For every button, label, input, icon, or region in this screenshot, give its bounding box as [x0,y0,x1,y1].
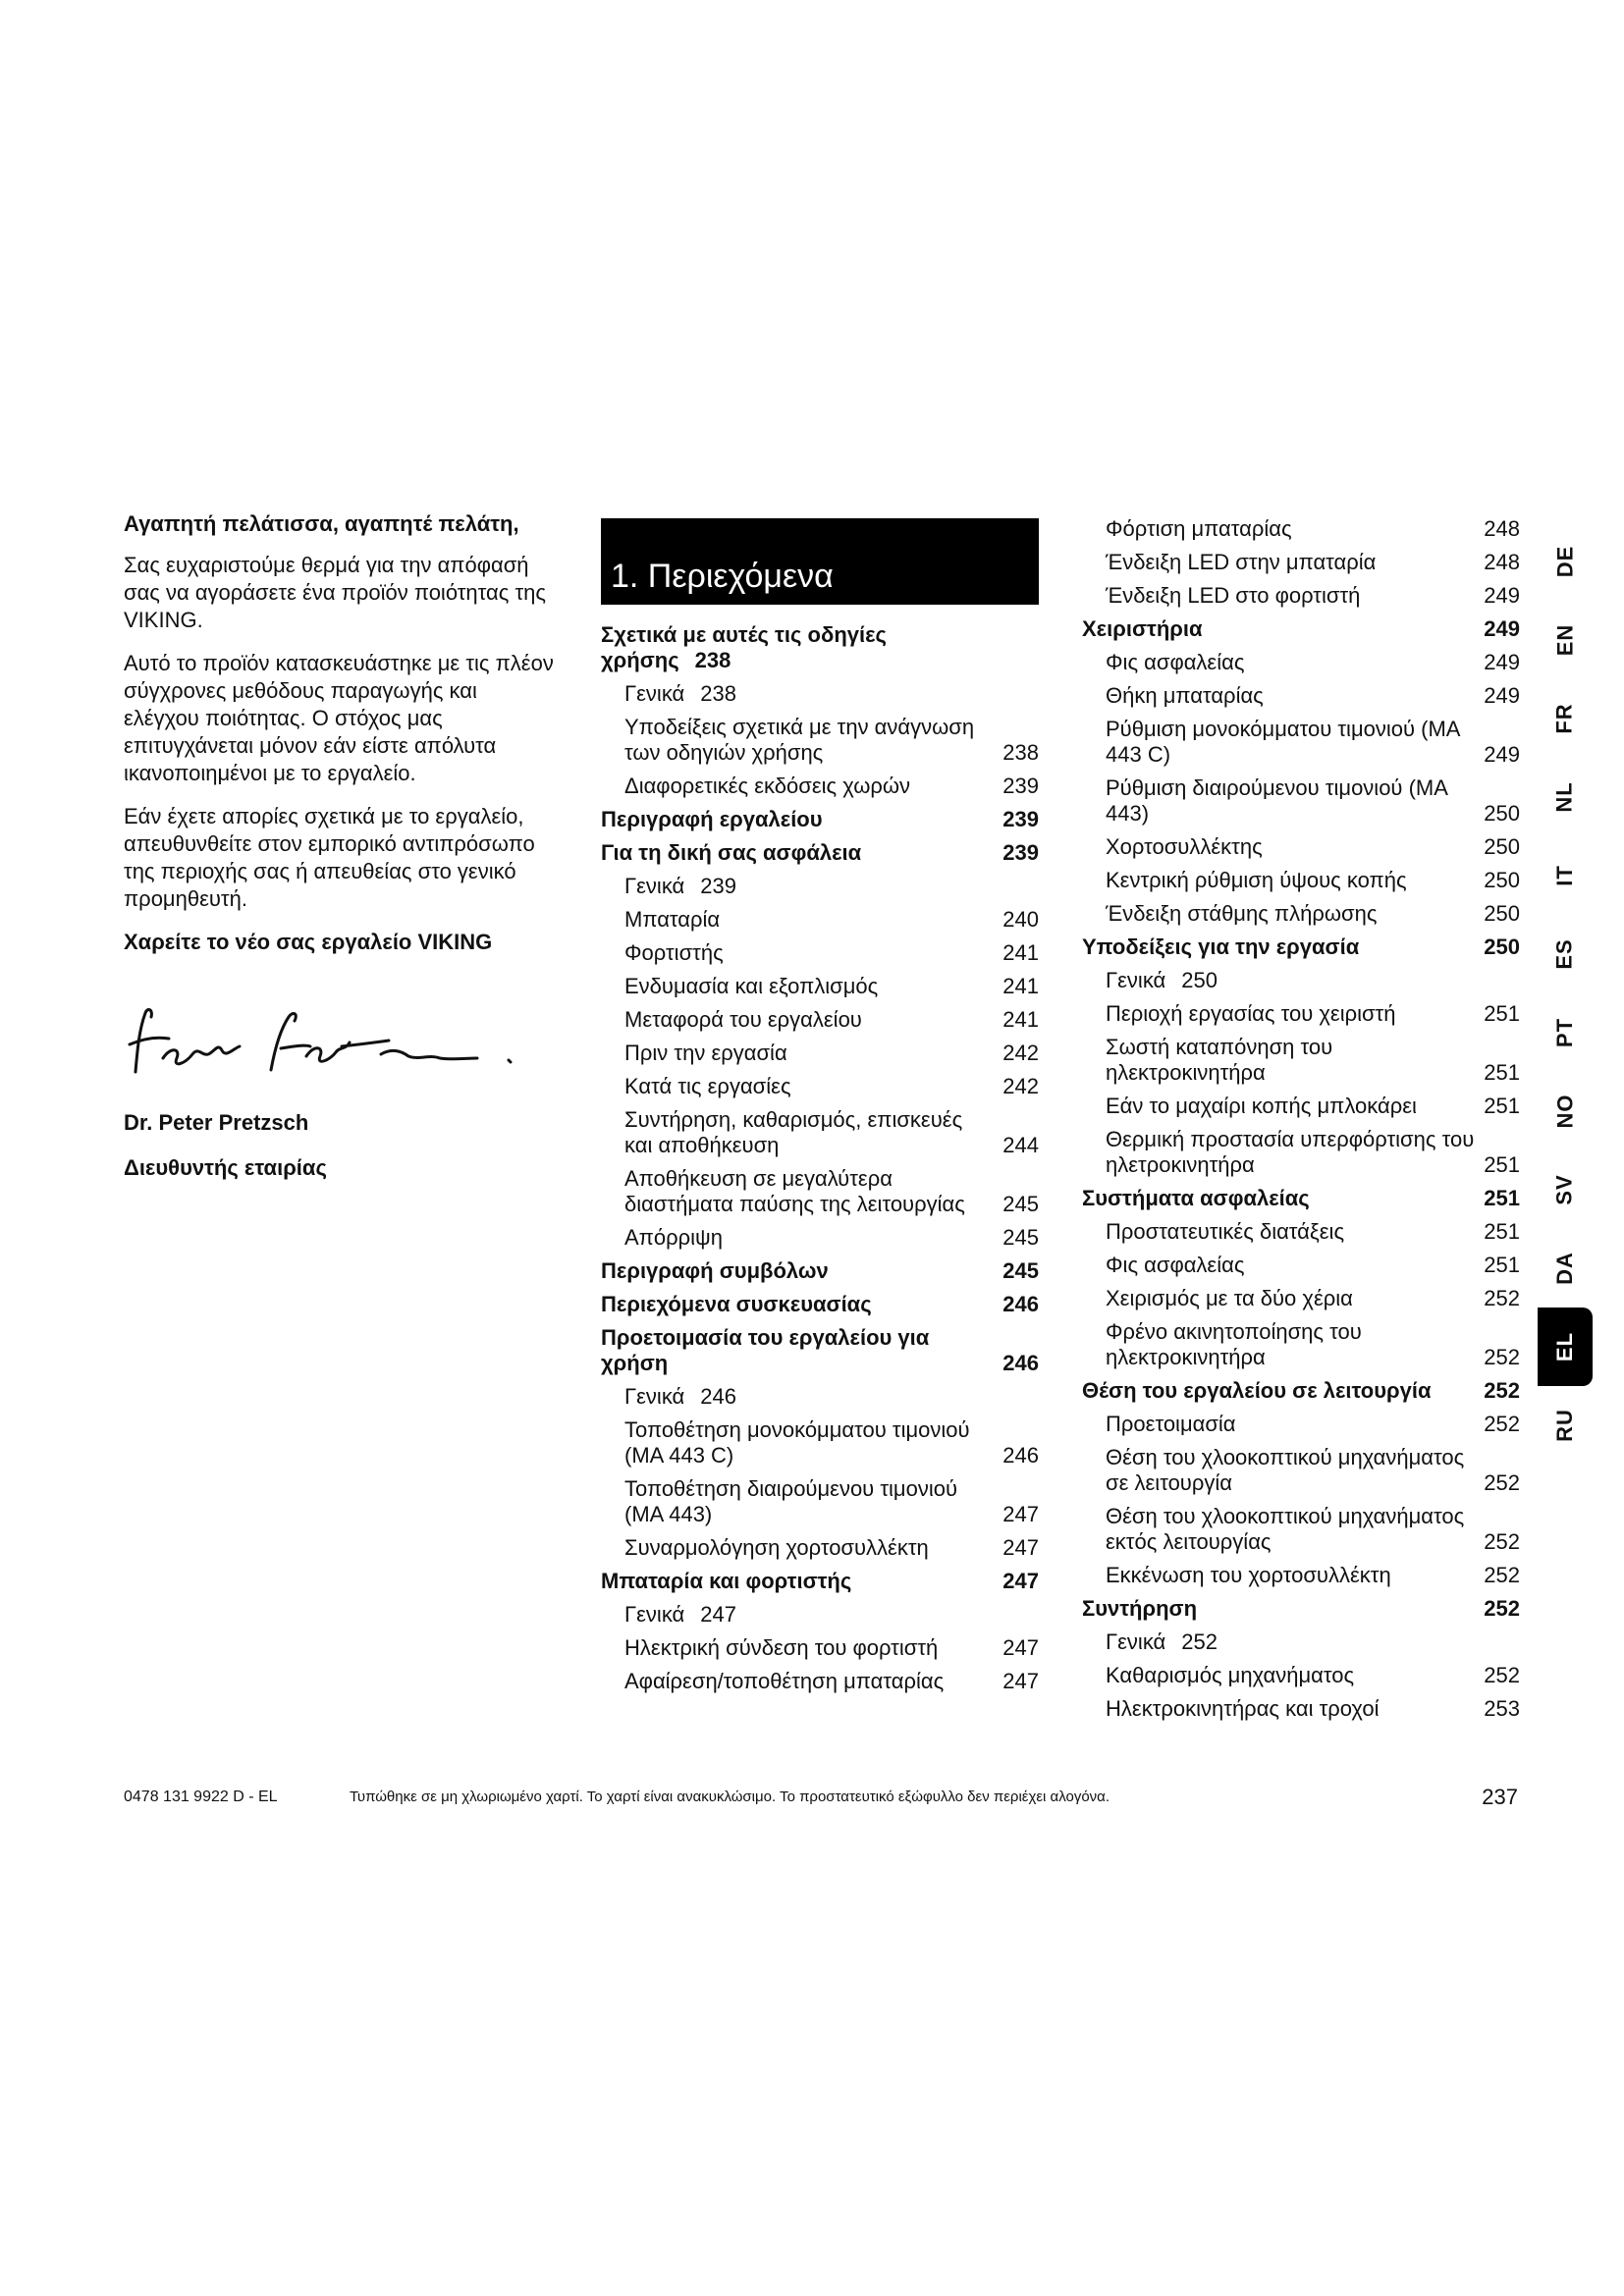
toc-subsection[interactable] [601,1041,1039,1066]
toc-section[interactable] [1082,1596,1520,1622]
toc-subsection[interactable] [1082,717,1520,768]
language-tab-label: ES [1551,938,1577,970]
toc-subsection[interactable] [1082,516,1520,542]
toc-subsection[interactable] [1082,1663,1520,1688]
toc-subsection[interactable] [1082,1629,1520,1655]
toc-entry-page: 252 [1484,1529,1520,1554]
toc-entry-page: 250 [1484,868,1520,892]
toc-subsection[interactable] [1082,1127,1520,1178]
toc-entry-text: Θερμική προστασία υπερφόρτισης του ηλετροκινητήρα [1106,1127,1475,1177]
letter-paragraph: Σας ευχαριστούμε θερμά για την απόφασή σας να αγοράσετε ένα προϊόν ποιότητας της VIKING. [124,553,547,632]
toc-entry-title [601,1669,996,1694]
toc-subsection[interactable] [1082,834,1520,860]
toc-entry-title [1082,550,1477,575]
toc-entry-text: Περιεχόμενα συσκευασίας [601,1292,872,1316]
language-tab-label: DE [1552,545,1577,578]
toc-entry-page: 248 [1484,516,1520,541]
toc-entry-text: Αφαίρεση/τοποθέτηση μπαταρίας [624,1669,945,1693]
language-tab-label: EL [1552,1331,1577,1362]
toc-subsection[interactable] [1082,1001,1520,1027]
toc-entry-page: 245 [1002,1258,1039,1283]
toc-section[interactable] [601,807,1039,832]
language-tab-label: SV [1551,1174,1577,1205]
toc-subsection[interactable] [601,1669,1039,1694]
toc-subsection[interactable] [601,907,1039,933]
toc-entry-page: 247 [1002,1669,1039,1693]
toc-entry-text: Θέση του χλοοκοπτικού μηχανήματος εκτός λειτουργίας [1106,1504,1465,1554]
toc-entry-page: 252 [1484,1663,1520,1687]
toc-entry-title [1082,1001,1477,1027]
toc-entry-text: Φορτιστής [624,940,724,965]
toc-entry-page: 247 [1002,1635,1039,1660]
toc-subsection[interactable] [601,1476,1039,1527]
language-tab-label: NO [1552,1094,1577,1129]
toc-entry-page: 250 [1484,834,1520,859]
language-tab-label: EN [1552,623,1577,657]
toc-subsection[interactable] [1082,1412,1520,1437]
toc-entry-page: 249 [1484,650,1520,674]
toc-entry-title [1082,1035,1477,1086]
toc-entry-page: 245 [1002,1225,1039,1250]
toc-entry-text: Αποθήκευση σε μεγαλύτερα διαστήματα παύσης της λειτουργίας [624,1166,965,1216]
toc-subsection[interactable] [1082,683,1520,709]
language-tab-sv[interactable] [1538,1150,1593,1229]
toc-subsection[interactable] [601,940,1039,966]
toc-entry-title [1082,1127,1477,1178]
toc-entry-title [1082,1504,1477,1555]
language-tab-label: RU [1552,1409,1577,1442]
letter-closing: Χαρείτε το νέο σας εργαλείο VIKING [124,930,493,954]
toc-subsection[interactable] [1082,1504,1520,1555]
toc-entry-page: 238 [1002,740,1039,765]
toc-subsection[interactable] [601,1107,1039,1158]
signature-image [124,999,556,1088]
toc-entry-text: Απόρριψη [624,1225,723,1250]
toc-entry-page: 239 [1002,840,1039,865]
toc-entry-title [601,1041,996,1066]
toc-entry-page: 251 [1484,1219,1520,1244]
toc-entry-page: 244 [1002,1133,1039,1157]
toc-entry-text: Μπαταρία και φορτιστής [601,1569,852,1593]
toc-entry-page: 251 [1484,1001,1520,1026]
toc-section[interactable] [601,1258,1039,1284]
toc-section[interactable] [1082,616,1520,642]
toc-subsection[interactable] [1082,1319,1520,1370]
language-tabs [1538,522,1593,1465]
language-tab-it[interactable] [1538,836,1593,915]
toc-subsection[interactable] [601,1007,1039,1033]
toc-entry-page: 239 [1002,807,1039,831]
toc-entry-title [1082,834,1477,860]
letter-column [124,510,556,1200]
toc-entry-title [1082,1319,1477,1370]
toc-column-1 [601,622,1039,1702]
language-tab-nl[interactable] [1538,758,1593,836]
toc-entry-title [601,1535,996,1561]
toc-entry-title [1082,1286,1477,1311]
language-tab-de[interactable] [1538,522,1593,601]
toc-entry-text: Περιγραφή εργαλείου [601,807,823,831]
toc-subsection[interactable] [601,774,1039,799]
toc-entry-text: Ηλεκτρική σύνδεση του φορτιστή [624,1635,939,1660]
toc-entry-text: Ένδειξη LED στην μπαταρία [1106,550,1377,574]
toc-entry-text: Κεντρική ρύθμιση ύψους κοπής [1106,868,1407,892]
toc-entry-title [601,1258,996,1284]
toc-entry-title [1082,934,1477,960]
toc-subsection[interactable] [601,1417,1039,1468]
toc-entry-text: Γενικά [1106,1629,1166,1654]
toc-section[interactable] [601,1292,1039,1317]
toc-entry-text: Κατά τις εργασίες [624,1074,791,1098]
toc-entry-page: 247 [1002,1502,1039,1526]
toc-entry-title [1082,683,1477,709]
toc-entry-page: 253 [1484,1696,1520,1721]
toc-subsection[interactable] [1082,550,1520,575]
toc-entry-title [1082,1186,1477,1211]
toc-entry-text: Φόρτιση μπαταρίας [1106,516,1292,541]
toc-entry-title [601,1107,996,1158]
toc-entry-text: Εάν το μαχαίρι κοπής μπλοκάρει [1106,1094,1417,1118]
toc-entry-title [1082,1412,1477,1437]
page-number: 237 [1482,1785,1518,1809]
toc-entry-text: Προστατευτικές διατάξεις [1106,1219,1345,1244]
toc-entry-page: 245 [1002,1192,1039,1216]
toc-entry-title [601,1417,996,1468]
toc-column-2 [1082,516,1520,1730]
toc-entry-text: Πριν την εργασία [624,1041,787,1065]
toc-entry-title [601,681,996,707]
toc-entry-page: 250 [1484,901,1520,926]
toc-entry-title [601,1166,996,1217]
toc-entry-page: 241 [1002,940,1039,965]
toc-subsection[interactable] [601,874,1039,899]
toc-entry-page: 250 [1181,968,1218,992]
toc-subsection[interactable] [1082,583,1520,609]
toc-entry-page: 246 [1002,1292,1039,1316]
toc-entry-text: Για τη δική σας ασφάλεια [601,840,862,865]
toc-entry-title [601,622,996,673]
toc-entry-title [1082,1696,1477,1722]
toc-title-bar [601,518,1039,605]
toc-entry-page: 247 [1002,1535,1039,1560]
toc-entry-page: 249 [1484,616,1520,641]
toc-entry-page: 246 [1002,1443,1039,1468]
language-tab-label: NL [1551,781,1577,813]
toc-entry-page: 242 [1002,1074,1039,1098]
toc-subsection[interactable] [1082,1035,1520,1086]
language-tab-pt[interactable] [1538,993,1593,1072]
toc-entry-text: Χειριστήρια [1082,616,1203,641]
toc-entry-title [1082,616,1477,642]
toc-entry-title [1082,1663,1477,1688]
toc-entry-title [601,715,996,766]
toc-entry-title [1082,1219,1477,1245]
toc-entry-title [1082,968,1477,993]
toc-entry-title [601,1225,996,1251]
toc-entry-text: Γενικά [624,874,685,898]
toc-entry-title [1082,583,1477,609]
document-code: 0478 131 9922 D - EL [124,1789,278,1805]
toc-entry-page: 247 [700,1602,736,1627]
toc-entry-title [1082,1378,1477,1404]
toc-subsection[interactable] [601,1635,1039,1661]
toc-entry-title [601,807,996,832]
toc-subsection[interactable] [601,1384,1039,1410]
toc-entry-text: Συστήματα ασφαλείας [1082,1186,1310,1210]
toc-entry-text: Διαφορετικές εκδόσεις χωρών [624,774,911,798]
toc-entry-text: Ρύθμιση διαιρούμενου τιμονιού (MA 443) [1106,775,1447,826]
letter-greeting: Αγαπητή πελάτισσα, αγαπητέ πελάτη, [124,511,519,536]
toc-entry-page: 248 [1484,550,1520,574]
toc-entry-title [601,1325,996,1376]
toc-entry-text: Τοποθέτηση διαιρούμενου τιμονιού (MA 443) [624,1476,957,1526]
toc-entry-text: Συναρμολόγηση χορτοσυλλέκτη [624,1535,929,1560]
toc-entry-page: 241 [1002,974,1039,998]
toc-subsection[interactable] [1082,775,1520,827]
toc-subsection[interactable] [1082,868,1520,893]
toc-entry-title [1082,1596,1477,1622]
toc-entry-text: Θήκη μπαταρίας [1106,683,1264,708]
language-tab-label: FR [1551,703,1577,734]
toc-entry-page: 246 [700,1384,736,1409]
toc-entry-text: Ενδυμασία και εξοπλισμός [624,974,879,998]
toc-entry-title [601,1074,996,1099]
toc-subsection[interactable] [601,1225,1039,1251]
toc-subsection[interactable] [1082,650,1520,675]
toc-entry-title [601,1635,996,1661]
toc-subsection[interactable] [601,1074,1039,1099]
toc-entry-title [601,940,996,966]
toc-entry-page: 242 [1002,1041,1039,1065]
toc-entry-page: 252 [1484,1286,1520,1310]
toc-entry-text: Καθαρισμός μηχανήματος [1106,1663,1355,1687]
toc-entry-page: 252 [1484,1345,1520,1369]
toc-entry-page: 251 [1484,1253,1520,1277]
toc-title: 1. Περιεχόμενα [611,558,834,595]
toc-entry-text: Υποδείξεις σχετικά με την ανάγνωση των οδηγιών χρήσης [624,715,975,765]
toc-entry-text: Προετοιμασία [1106,1412,1236,1436]
toc-entry-title [601,1384,996,1410]
toc-entry-text: Ηλεκτροκινητήρας και τροχοί [1106,1696,1380,1721]
toc-entry-page: 250 [1484,801,1520,826]
toc-entry-title [601,840,996,866]
toc-entry-title [1082,516,1477,542]
toc-entry-page: 249 [1484,683,1520,708]
toc-entry-text: Φρένο ακινητοποίησης του ηλεκτροκινητήρα [1106,1319,1362,1369]
toc-entry-title [1082,1094,1477,1119]
toc-entry-text: Ρύθμιση μονοκόμματου τιμονιού (MA 443 C) [1106,717,1460,767]
language-tab-fr[interactable] [1538,679,1593,758]
toc-subsection[interactable] [1082,1253,1520,1278]
toc-subsection[interactable] [601,1602,1039,1628]
toc-entry-title [1082,1563,1477,1588]
toc-entry-text: Εκκένωση του χορτοσυλλέκτη [1106,1563,1391,1587]
toc-entry-title [1082,1253,1477,1278]
toc-entry-page: 252 [1484,1412,1520,1436]
letter-paragraph: Αυτό το προϊόν κατασκευάστηκε με τις πλέον σύγχρονες μεθόδους παραγωγής και ελέγχου ποιότητας. Ο στόχος μας επιτυγχάνεται μόνον εάν είστε απόλυτα ικανοποιημένοι με το εργαλείο. [124,651,554,785]
toc-entry-text: Περιγραφή συμβόλων [601,1258,829,1283]
toc-subsection[interactable] [1082,968,1520,993]
toc-entry-title [1082,717,1477,768]
toc-entry-text: Γενικά [624,1602,685,1627]
language-tab-label: DA [1552,1252,1577,1285]
paper-note: Τυπώθηκε σε μη χλωριωμένο χαρτί. Το χαρτί είναι ανακυκλώσιμο. Το προστατευτικό εξώφυλλο δεν περιέχει αλογόνα. [350,1789,1110,1805]
toc-subsection[interactable] [1082,1445,1520,1496]
toc-entry-title [601,974,996,999]
toc-entry-text: Χειρισμός με τα δύο χέρια [1106,1286,1353,1310]
toc-entry-page: 238 [694,648,731,672]
toc-entry-title [601,1007,996,1033]
toc-entry-title [1082,650,1477,675]
toc-entry-title [601,874,996,899]
toc-entry-text: Περιοχή εργασίας του χειριστή [1106,1001,1396,1026]
page-footer [124,1785,1518,1814]
toc-entry-page: 250 [1484,934,1520,959]
toc-entry-title [1082,1445,1477,1496]
toc-entry-page: 239 [1002,774,1039,798]
language-tab-label: PT [1552,1017,1577,1048]
toc-subsection[interactable] [1082,1286,1520,1311]
language-tab-da[interactable] [1538,1229,1593,1308]
toc-section[interactable] [1082,1186,1520,1211]
toc-entry-text: Μπαταρία [624,907,721,932]
toc-entry-text: Θέση του εργαλείου σε λειτουργία [1082,1378,1432,1403]
toc-entry-text: Συντήρηση, καθαρισμός, επισκευές και αποθήκευση [624,1107,963,1157]
toc-entry-text: Γενικά [624,681,685,706]
toc-subsection[interactable] [1082,901,1520,927]
toc-entry-title [601,1292,996,1317]
language-tab-el[interactable] [1538,1308,1593,1386]
toc-section[interactable] [1082,934,1520,960]
toc-entry-title [1082,868,1477,893]
toc-subsection[interactable] [601,681,1039,707]
toc-entry-page: 238 [700,681,736,706]
toc-subsection[interactable] [601,974,1039,999]
signer-title: Διευθυντής εταιρίας [124,1155,327,1180]
toc-subsection[interactable] [601,1535,1039,1561]
toc-entry-page: 252 [1484,1470,1520,1495]
toc-entry-text: Ένδειξη στάθμης πλήρωσης [1106,901,1378,926]
letter-paragraph: Εάν έχετε απορίες σχετικά με το εργαλείο, απευθυνθείτε στον εμπορικό αντιπρόσωπο της περιοχής σας ή απευθείας στο γενικό προμηθευτή. [124,804,535,911]
toc-subsection[interactable] [601,715,1039,766]
toc-entry-text: Θέση του χλοοκοπτικού μηχανήματος σε λειτουργία [1106,1445,1465,1495]
toc-entry-text: Γενικά [624,1384,685,1409]
toc-entry-title [601,907,996,933]
language-tab-ru[interactable] [1538,1386,1593,1465]
toc-entry-text: Ένδειξη LED στο φορτιστή [1106,583,1361,608]
toc-entry-page: 249 [1484,742,1520,767]
toc-subsection[interactable] [1082,1219,1520,1245]
toc-entry-page: 240 [1002,907,1039,932]
toc-entry-title [601,1602,996,1628]
toc-entry-page: 252 [1181,1629,1218,1654]
toc-entry-title [601,1569,996,1594]
toc-subsection[interactable] [1082,1696,1520,1722]
toc-entry-page: 239 [700,874,736,898]
toc-entry-page: 249 [1484,583,1520,608]
toc-entry-text: Σωστή καταπόνηση του ηλεκτροκινητήρα [1106,1035,1333,1085]
toc-entry-page: 241 [1002,1007,1039,1032]
toc-section[interactable] [601,840,1039,866]
toc-entry-text: Μεταφορά του εργαλείου [624,1007,862,1032]
toc-entry-text: Χορτοσυλλέκτης [1106,834,1263,859]
toc-entry-title [1082,1629,1477,1655]
toc-entry-page: 252 [1484,1378,1520,1403]
toc-section[interactable] [601,1325,1039,1376]
toc-entry-title [601,1476,996,1527]
toc-entry-page: 251 [1484,1152,1520,1177]
toc-entry-title [1082,775,1477,827]
toc-entry-page: 251 [1484,1186,1520,1210]
signer-name: Dr. Peter Pretzsch [124,1110,309,1135]
toc-section[interactable] [601,622,1039,673]
toc-subsection[interactable] [1082,1563,1520,1588]
toc-entry-title [1082,901,1477,927]
language-tab-label: IT [1552,865,1577,886]
toc-entry-text: Τοποθέτηση μονοκόμματου τιμονιού (MA 443 C) [624,1417,970,1468]
toc-entry-text: Φις ασφαλείας [1106,1253,1245,1277]
toc-entry-text: Συντήρηση [1082,1596,1198,1621]
toc-entry-page: 246 [1002,1351,1039,1375]
toc-entry-text: Γενικά [1106,968,1166,992]
language-tab-es[interactable] [1538,915,1593,993]
toc-entry-text: Προετοιμασία του εργαλείου για χρήση [601,1325,930,1375]
toc-entry-page: 251 [1484,1060,1520,1085]
toc-entry-page: 247 [1002,1569,1039,1593]
toc-section[interactable] [601,1569,1039,1594]
toc-entry-page: 252 [1484,1563,1520,1587]
toc-entry-text: Φις ασφαλείας [1106,650,1245,674]
toc-entry-page: 251 [1484,1094,1520,1118]
language-tab-no[interactable] [1538,1072,1593,1150]
toc-entry-text: Υποδείξεις για την εργασία [1082,934,1360,959]
toc-entry-title [601,774,996,799]
language-tab-en[interactable] [1538,601,1593,679]
toc-section[interactable] [1082,1378,1520,1404]
toc-subsection[interactable] [601,1166,1039,1217]
toc-entry-text: Σχετικά με αυτές τις οδηγίες χρήσης [601,622,887,672]
toc-entry-page: 252 [1484,1596,1520,1621]
toc-subsection[interactable] [1082,1094,1520,1119]
